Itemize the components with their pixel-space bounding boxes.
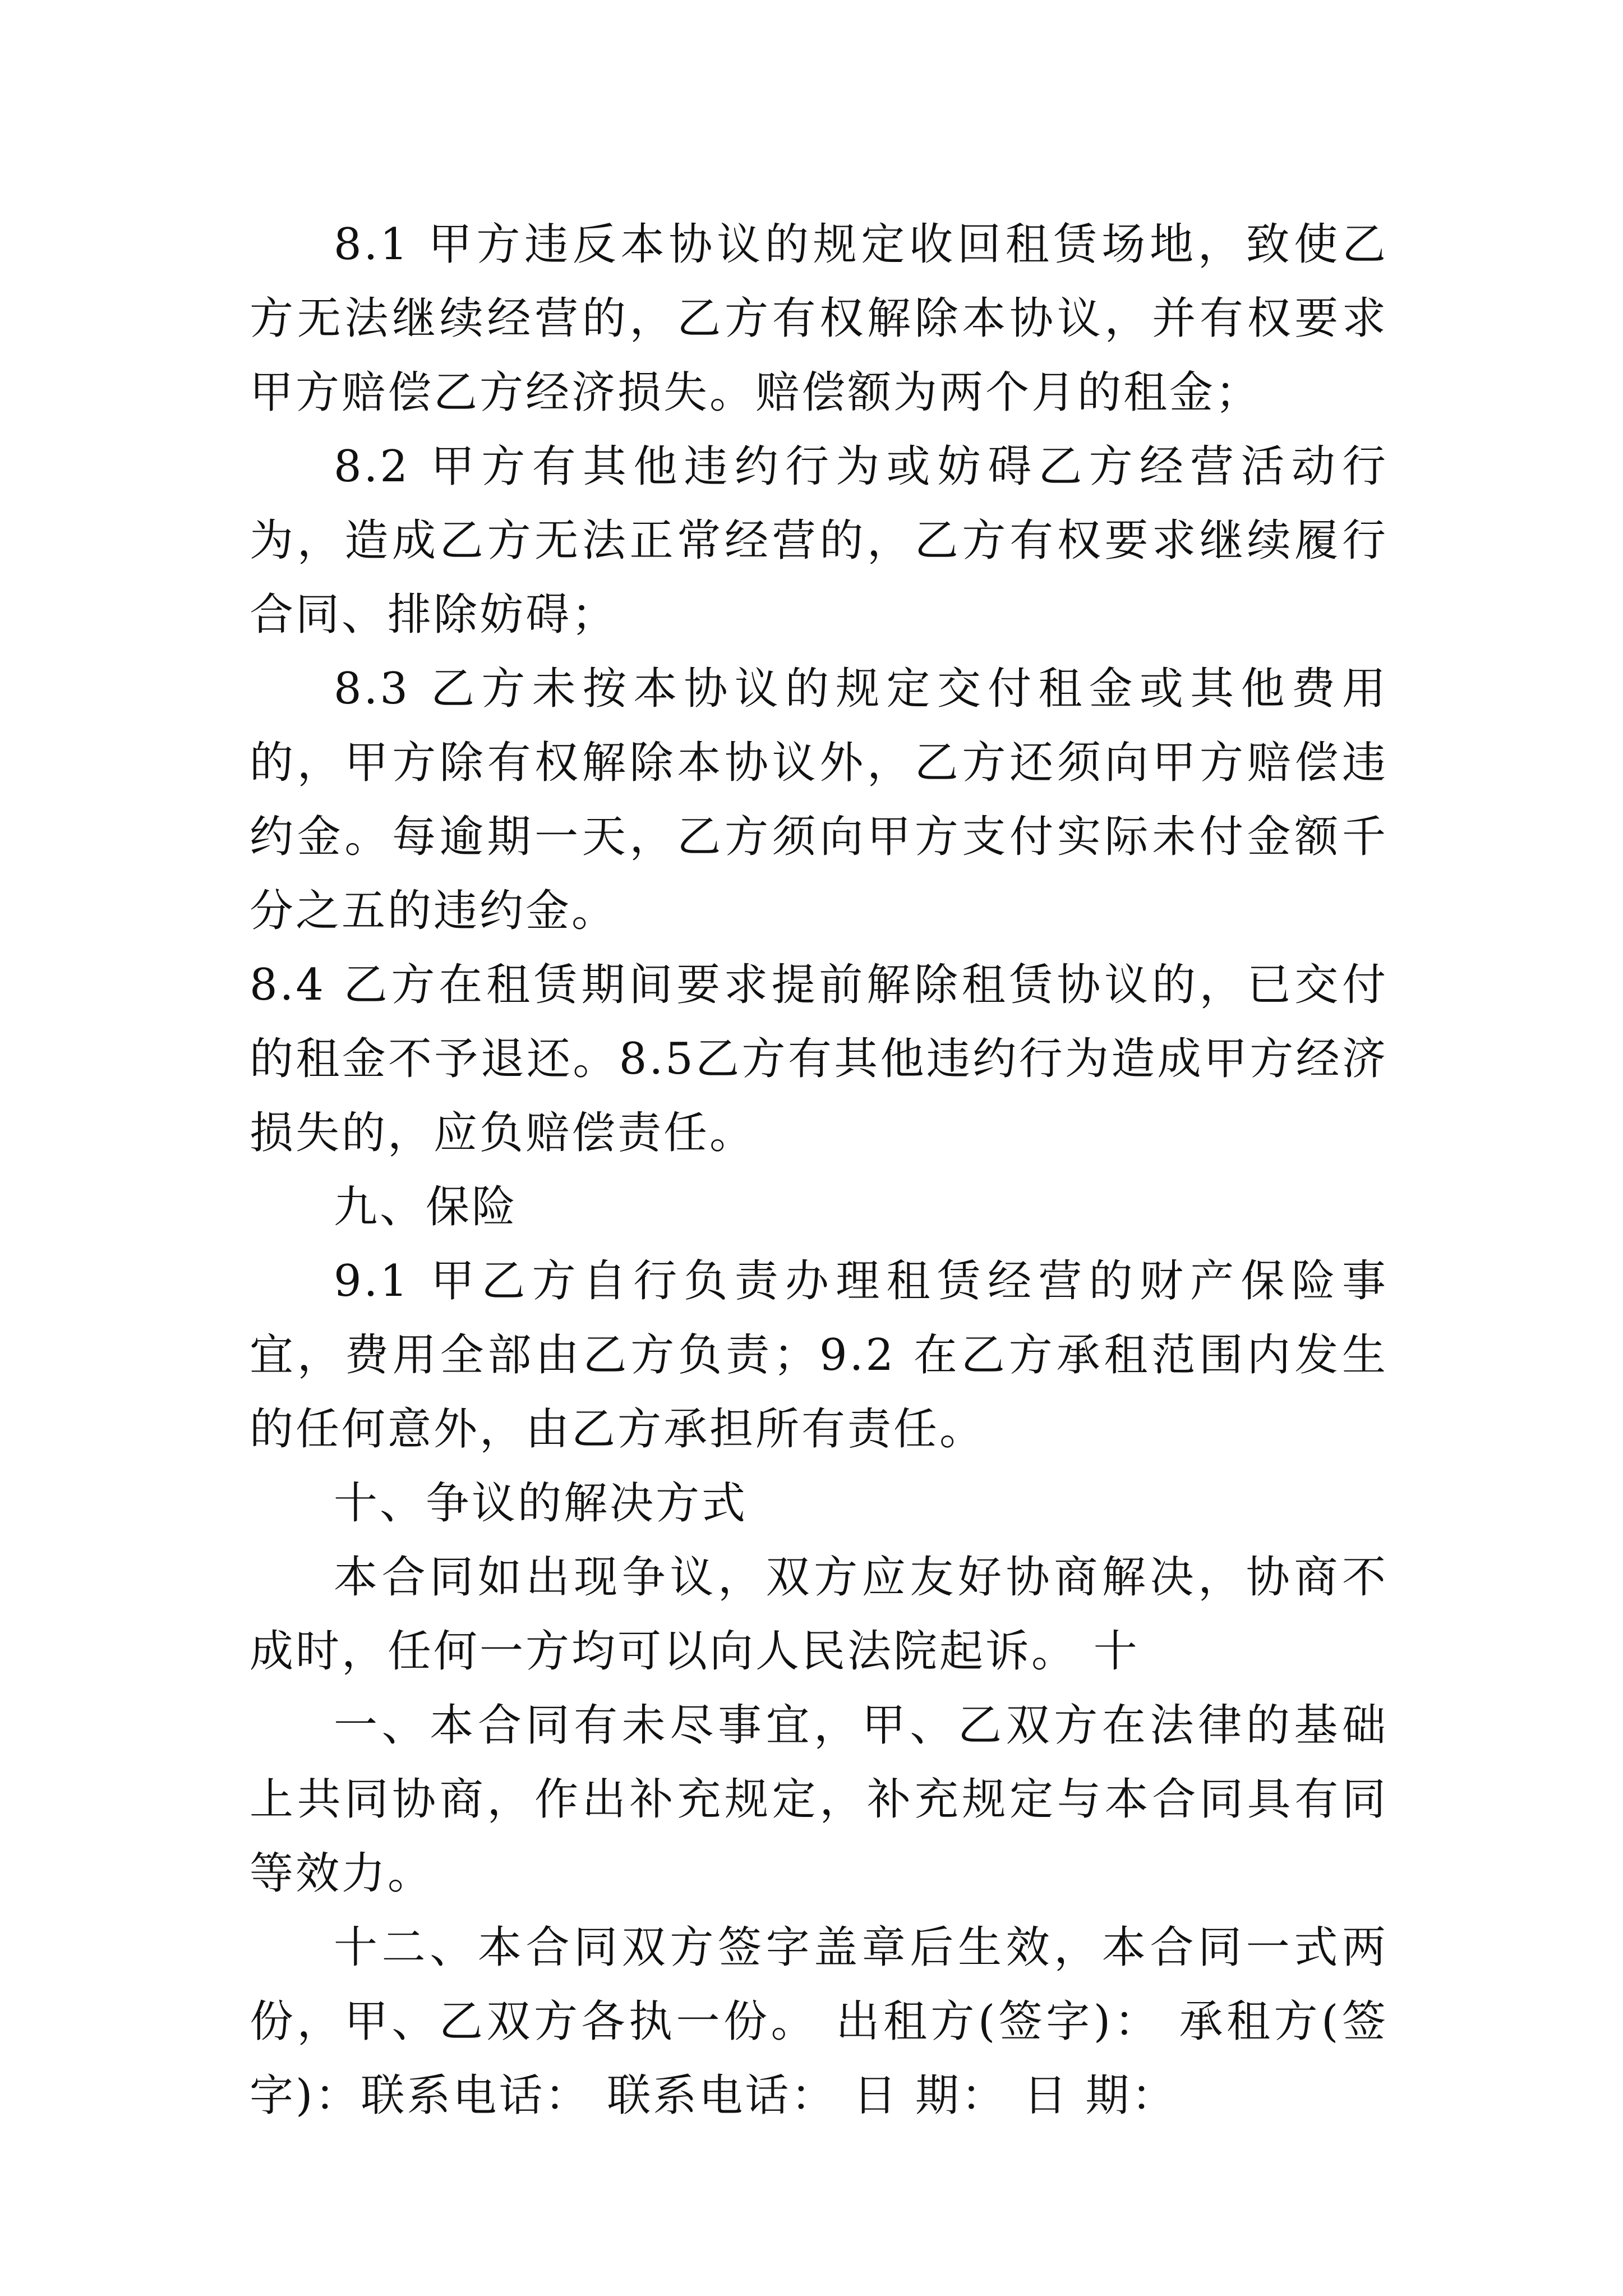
document-body — [250, 208, 1388, 2133]
dispute-resolution-text: 本合同如出现争议，双方应友好协商解决，协商不成时，任何一方均可以向人民法院起诉。 十 — [250, 1552, 1388, 1677]
clause-8-2: 8.2 甲方有其他违约行为或妨碍乙方经营活动行为，造成乙方无法正常经营的，乙方有权要求继续履行合同、排除妨碍； — [250, 441, 1388, 640]
section-heading-dispute: 十、争议的解决方式 — [334, 1478, 748, 1529]
clause-eleven: 一、本合同有未尽事宜，甲、乙双方在法律的基础上共同协商，作出补充规定，补充规定与本合同具有同等效力。 — [250, 1700, 1388, 1899]
section-heading-insurance: 九、保险 — [334, 1182, 518, 1232]
clause-8-1: 8.1 甲方违反本协议的规定收回租赁场地，致使乙方无法继续经营的，乙方有权解除本协议，并有权要求甲方赔偿乙方经济损失。赔偿额为两个月的租金； — [250, 219, 1388, 418]
clause-8-4-8-5: 8.4 乙方在租赁期间要求提前解除租赁协议的，已交付的租金不予退还。8.5乙方有其他违约行为造成甲方经济损失的，应负赔偿责任。 — [250, 960, 1388, 1158]
clause-8-3: 8.3 乙方未按本协议的规定交付租金或其他费用的，甲方除有权解除本协议外，乙方还须向甲方赔偿违约金。每逾期一天，乙方须向甲方支付实际未付金额千分之五的违约金。 — [250, 664, 1388, 936]
clause-twelve-signatures: 十二、本合同双方签字盖章后生效，本合同一式两份，甲、乙双方各执一份。 出租方(签字)： 承租方(签字)：联系电话： 联系电话： 日 期： 日 期： — [250, 1922, 1388, 2121]
clause-9-1-9-2: 9.1 甲乙方自行负责办理租赁经营的财产保险事宜，费用全部由乙方负责；9.2 在乙方承租范围内发生的任何意外，由乙方承担所有责任。 — [250, 1256, 1388, 1455]
